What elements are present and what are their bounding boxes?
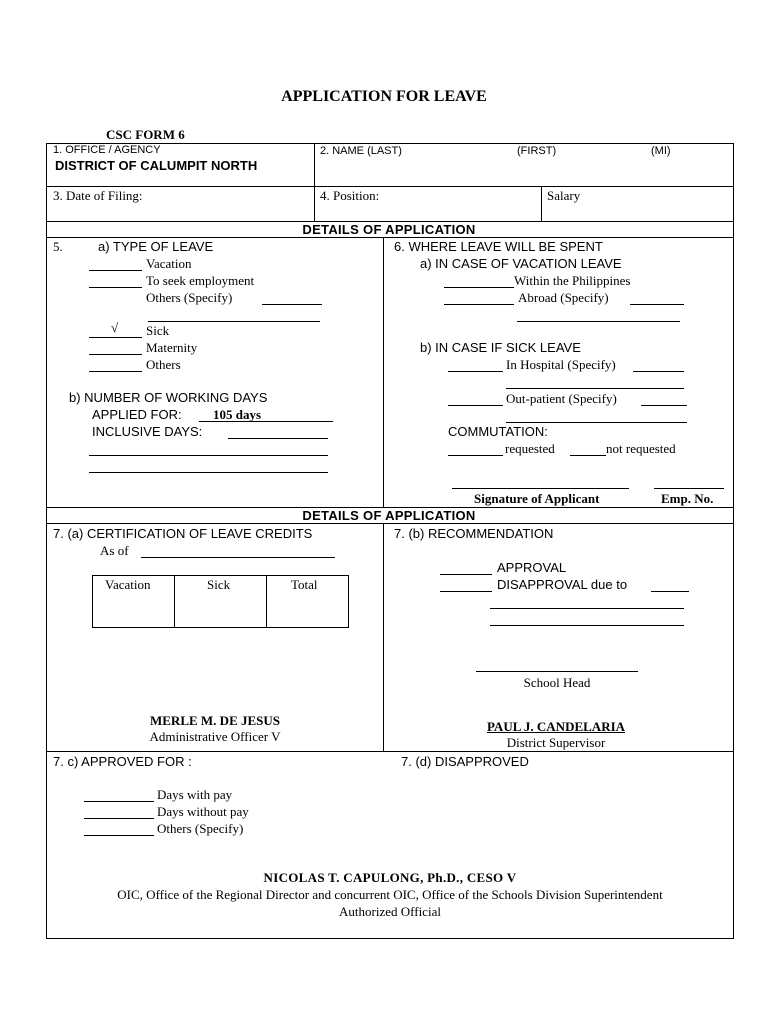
vacation-option: Vacation <box>146 256 192 271</box>
col-total: Total <box>291 577 318 592</box>
rule <box>46 751 734 752</box>
sick-option: Sick <box>146 323 170 338</box>
hospital-specify-blank[interactable] <box>633 371 684 372</box>
sick-blank[interactable] <box>89 337 142 338</box>
days-without-pay-blank[interactable] <box>84 818 154 819</box>
where-spent-heading: 6. WHERE LEAVE WILL BE SPENT <box>394 239 603 254</box>
form-code: CSC FORM 6 <box>106 127 185 142</box>
name-mi-label: (MI) <box>651 145 671 157</box>
maternity-blank[interactable] <box>89 354 142 355</box>
abroad-blank[interactable] <box>444 304 514 305</box>
signature-line[interactable] <box>452 488 629 489</box>
official-name: NICOLAS T. CAPULONG, Ph.D., CESO V <box>263 870 517 885</box>
table-divider <box>266 575 267 627</box>
official-role: Authorized Official <box>339 904 441 919</box>
hospital-blank[interactable] <box>448 371 503 372</box>
approved-others-option: Others (Specify) <box>157 821 244 836</box>
rule <box>314 143 315 221</box>
office-label: 1. OFFICE / AGENCY <box>53 144 161 156</box>
outpatient-option: Out-patient (Specify) <box>506 391 617 406</box>
inclusive-days-label: INCLUSIVE DAYS: <box>92 424 203 439</box>
others-specify-blank-2[interactable] <box>148 321 320 322</box>
within-ph-blank[interactable] <box>444 287 514 288</box>
abroad-specify-blank[interactable] <box>630 304 684 305</box>
disapproval-reason-blank-2[interactable] <box>490 608 684 609</box>
disapproval-reason-blank-3[interactable] <box>490 625 684 626</box>
recommendation-heading: 7. (b) RECOMMENDATION <box>394 526 554 541</box>
as-of-blank[interactable] <box>141 557 335 558</box>
requested-option: requested <box>505 441 555 456</box>
emp-no-label: Emp. No. <box>661 491 714 506</box>
not-requested-blank[interactable] <box>570 455 606 456</box>
signature-label: Signature of Applicant <box>474 491 600 506</box>
supervisor-name: PAUL J. CANDELARIA <box>486 719 626 734</box>
form-title: APPLICATION FOR LEAVE <box>281 88 487 105</box>
approved-others-blank[interactable] <box>84 835 154 836</box>
inclusive-days-blank-3[interactable] <box>89 472 328 473</box>
name-last-label: 2. NAME (LAST) <box>320 145 402 157</box>
abroad-specify-blank-2[interactable] <box>517 321 680 322</box>
commutation-label: COMMUTATION: <box>448 424 548 439</box>
seek-employment-option: To seek employment <box>146 273 255 288</box>
school-head-label: School Head <box>523 675 591 690</box>
days-with-pay-option: Days with pay <box>157 787 233 802</box>
type-of-leave-heading: a) TYPE OF LEAVE <box>98 239 214 254</box>
others-specify-blank[interactable] <box>262 304 322 305</box>
col-vacation: Vacation <box>105 577 151 592</box>
disapproval-blank[interactable] <box>440 591 492 592</box>
section-title: DETAILS OF APPLICATION <box>302 222 476 237</box>
section-title-2: DETAILS OF APPLICATION <box>302 508 476 523</box>
hospital-specify-blank-2[interactable] <box>506 388 684 389</box>
vacation-case-heading: a) IN CASE OF VACATION LEAVE <box>420 256 622 271</box>
working-days-heading: b) NUMBER OF WORKING DAYS <box>69 390 268 405</box>
certification-heading: 7. (a) CERTIFICATION OF LEAVE CREDITS <box>53 526 313 541</box>
outpatient-blank[interactable] <box>448 405 503 406</box>
maternity-option: Maternity <box>146 340 198 355</box>
rule <box>46 237 734 238</box>
date-filing-label: 3. Date of Filing: <box>53 188 143 203</box>
approval-blank[interactable] <box>440 574 492 575</box>
others-specify-option: Others (Specify) <box>146 290 233 305</box>
days-with-pay-blank[interactable] <box>84 801 154 802</box>
others-option: Others <box>146 357 181 372</box>
rule <box>383 237 384 507</box>
as-of-label: As of <box>100 543 129 558</box>
days-without-pay-option: Days without pay <box>157 804 249 819</box>
name-first-label: (FIRST) <box>517 145 557 157</box>
official-position: OIC, Office of the Regional Director and concurrent OIC, Office of the Schools Division Superintendent <box>117 887 663 902</box>
hospital-option: In Hospital (Specify) <box>506 357 616 372</box>
officer-name: MERLE M. DE JESUS <box>149 713 281 728</box>
applied-for-label: APPLIED FOR: <box>92 407 182 422</box>
requested-blank[interactable] <box>448 455 503 456</box>
col-sick: Sick <box>207 577 231 592</box>
approval-option: APPROVAL <box>497 560 567 575</box>
approved-for-heading: 7. c) APPROVED FOR : <box>53 754 192 769</box>
salary-label: Salary <box>547 188 581 203</box>
not-requested-option: not requested <box>606 441 676 456</box>
vacation-blank[interactable] <box>89 270 142 271</box>
within-ph-option: Within the Philippines <box>514 273 631 288</box>
rule <box>541 186 542 221</box>
rule <box>46 523 734 524</box>
applied-for-value: 105 days <box>213 407 262 422</box>
inclusive-days-blank-2[interactable] <box>89 455 328 456</box>
disapproval-reason-blank[interactable] <box>651 591 689 592</box>
inclusive-days-blank[interactable] <box>228 438 328 439</box>
school-head-signature-line[interactable] <box>476 671 638 672</box>
seek-employment-blank[interactable] <box>89 287 142 288</box>
emp-no-line[interactable] <box>654 488 724 489</box>
item-number-5: 5. <box>53 239 63 254</box>
officer-title: Administrative Officer V <box>149 729 281 744</box>
abroad-option: Abroad (Specify) <box>518 290 609 305</box>
disapproval-option: DISAPPROVAL due to <box>497 577 628 592</box>
supervisor-title: District Supervisor <box>506 735 606 750</box>
sick-case-heading: b) IN CASE IF SICK LEAVE <box>420 340 581 355</box>
disapproved-heading: 7. (d) DISAPPROVED <box>401 754 529 769</box>
others-blank[interactable] <box>89 371 142 372</box>
sick-check-mark: √ <box>111 320 119 335</box>
rule <box>46 186 734 187</box>
outpatient-specify-blank[interactable] <box>641 405 687 406</box>
table-divider <box>174 575 175 627</box>
outpatient-specify-blank-2[interactable] <box>506 422 687 423</box>
position-label: 4. Position: <box>320 188 380 203</box>
office-value[interactable]: DISTRICT OF CALUMPIT NORTH <box>55 158 258 173</box>
